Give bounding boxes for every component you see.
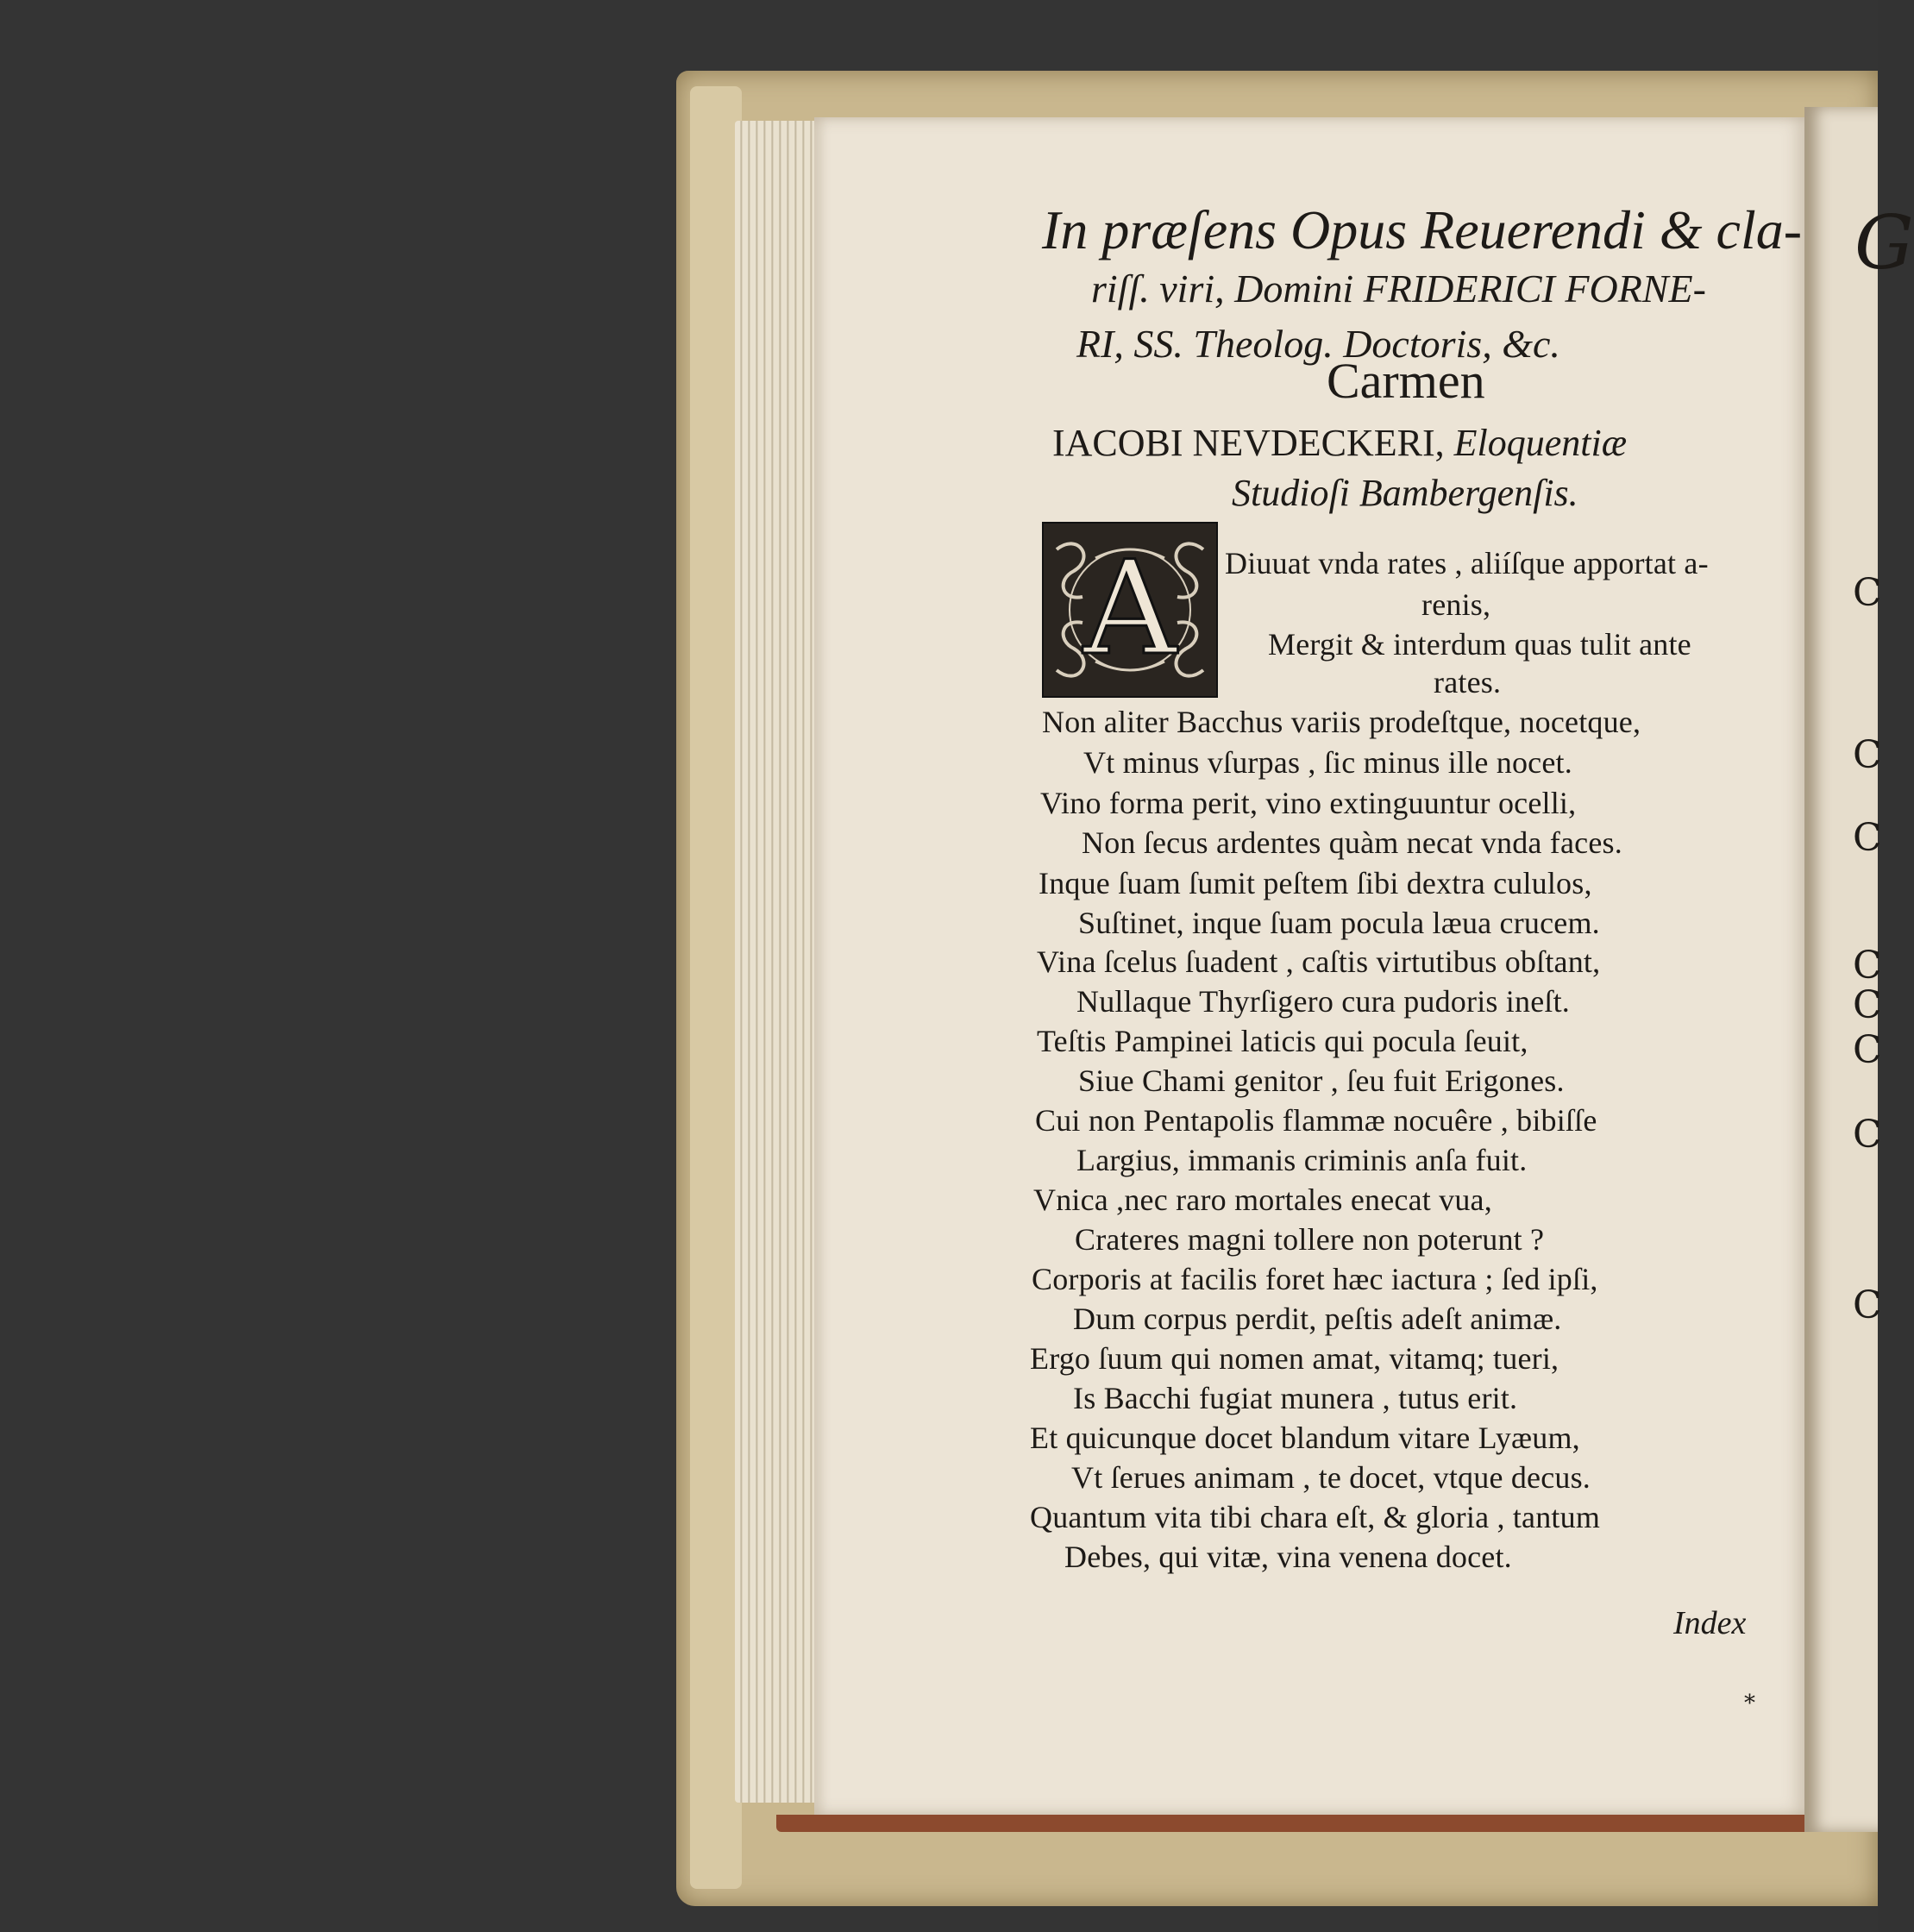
facing-page-letter: C [1853,944,1882,988]
catchword: Index [1673,1605,1747,1641]
author-role: Eloquentiæ [1453,422,1628,464]
verse-line: Crateres magni tollere non poterunt ? [1075,1222,1545,1257]
heading-line-2: riſſ. viri, Domini FRIDERICI FORNE- [1091,267,1706,310]
verse-line: Cui non Pentapolis flammæ nocuêre , bibiſſe [1035,1103,1597,1138]
end-mark: * [1744,1690,1755,1716]
initial-letter: A [1083,534,1177,684]
verse-line: Et quicunque docet blandum vitare Lyæum, [1030,1421,1580,1455]
verse-line: renis, [1421,587,1491,622]
verse-line: Teſtis Pampinei laticis qui pocula ſeuit, [1037,1024,1528,1058]
author-line [1052,421,1627,465]
verse-line: Suſtinet, inque ſuam pocula læua crucem. [1078,906,1600,940]
page-bottom-edge [776,1815,1811,1832]
verse-line: Largius, immanis criminis anſa fuit. [1076,1143,1528,1177]
facing-page-letter: C [1853,983,1882,1027]
facing-page-letter: C [1853,1028,1882,1072]
verse-line: Is Bacchi fugiat munera , tutus erit. [1073,1381,1518,1415]
facing-page-letter: C [1853,571,1882,615]
verse-line: Vina ſcelus ſuadent , caſtis virtutibus obſtant, [1037,944,1601,979]
page-block-edges [735,121,821,1803]
facing-page-letter: C [1853,1113,1882,1157]
verse-line: Non ſecus ardentes quàm necat vnda faces. [1082,825,1622,860]
facing-page-letter: C [1853,816,1882,860]
verse-line: Non aliter Bacchus variis prodeſtque, nocetque, [1042,705,1641,739]
verse-line: Inque ſuam ſumit peſtem ſibi dextra cululos, [1039,866,1592,900]
verse-line: Corporis at facilis foret hæc iactura ; ſed ipſi, [1032,1262,1598,1296]
author-affiliation: Studioſi Bambergenſis. [1232,472,1578,514]
heading-line-1: In præſens Opus Reuerendi & cla- [1042,199,1803,260]
heading-line-3: RI, SS. Theolog. Doctoris, &c. [1076,322,1560,366]
author-name: IACOBI NEVDECKERI, [1052,422,1445,464]
facing-page-letter: C [1853,733,1882,777]
verse-line: rates. [1434,665,1502,699]
decorated-initial [1042,522,1218,698]
facing-page-glyph: G [1854,200,1914,286]
verse-line: Siue Chami genitor , ſeu fuit Erigones. [1078,1063,1565,1098]
verse-line: Quantum vita tibi chara eſt, & gloria , tantum [1030,1500,1601,1534]
verse-line: Dum corpus perdit, peſtis adeſt animæ. [1073,1302,1562,1336]
verse-line: Vt minus vſurpas , ſic minus ille nocet. [1083,745,1572,780]
verse-line: Diuuat vnda rates , aliíſque apportat a- [1225,546,1709,580]
verse-line: Debes, qui vitæ, vina venena docet. [1064,1540,1512,1574]
verse-line: Vnica ,nec raro mortales enecat vua, [1033,1182,1492,1217]
verse-line: Vt ſerues animam , te docet, vtque decus. [1071,1460,1591,1495]
ornament-icon [1044,524,1216,696]
facing-page-letter: C [1853,1283,1882,1327]
verse-line: Mergit & interdum quas tulit ante [1268,627,1691,662]
verse-line: Nullaque Thyrſigero cura pudoris ineſt. [1076,984,1570,1019]
verse-line: Ergo ſuum qui nomen amat, vitamq; tueri, [1030,1341,1559,1376]
verse-line: Vino forma perit, vino extinguuntur ocelli, [1040,786,1577,820]
poem-title: Carmen [1327,353,1485,409]
cover-edge [690,86,742,1889]
